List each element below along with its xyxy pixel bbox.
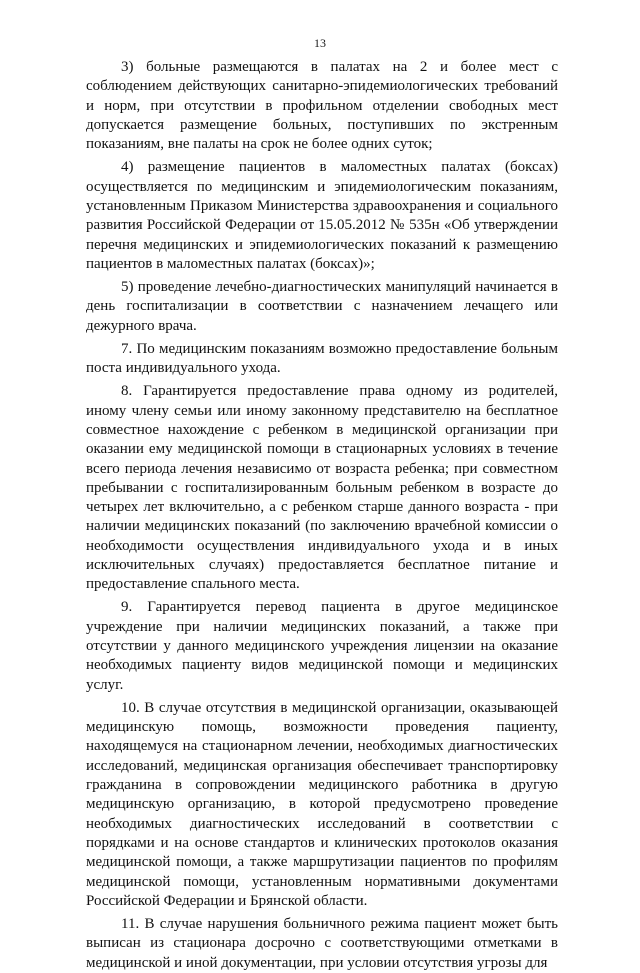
paragraph-subitem-3: 3) больные размещаются в палатах на 2 и более мест с соблюдением действующих санитарно-эпидемиологических требований и норм, при отсутствии в профильном отделении свободных мест допускается размещение больных, поступивших по экстренным показаниям, вне палаты на срок не более одних суток; bbox=[86, 59, 558, 153]
paragraph-subitem-4: 4) размещение пациентов в маломестных палатах (боксах) осуществляется по медицинским и эпидемиологическим показаниям, установленным Приказом Министерства здравоохранения и социального развития Российской Федерации от 15.05.2012 № 535н «Об утверждении перечня медицинских и эпидемиологических показаний к размещению пациентов в маломестных палатах (боксах)»; bbox=[86, 159, 558, 272]
paragraph-subitem-5: 5) проведение лечебно-диагностических манипуляций начинается в день госпитализации в соответствии с назначением лечащего или дежурного врача. bbox=[86, 279, 558, 334]
paragraph-item-11: 11. В случае нарушения больничного режима пациент может быть выписан из стационара досрочно с соответствующими отметками в медицинской и иной документации, при условии отсутствия угрозы для bbox=[86, 916, 558, 971]
paragraph-item-9: 9. Гарантируется перевод пациента в другое медицинское учреждение при наличии медицинских показаний, а также при отсутствии у данного медицинского учреждения лицензии на оказание необходимых пациенту видов медицинской помощи и медицинских услуг. bbox=[86, 599, 558, 693]
paragraph-item-10: 10. В случае отсутствия в медицинской организации, оказывающей медицинскую помощь, возможности проведения пациенту, находящемуся на стационарном лечении, необходимых диагностических исследований, медицинская организация обеспечивает транспортировку гражданина в сопровождении медицинского работника в другую медицинскую организацию, в которой предусмотрено проведение необходимых диагностических исследований в соответствии с порядками и на основе стандартов и клинических протоколов оказания медицинской помощи, а также маршрутизации пациентов по профилям медицинской помощи, установленным нормативными документами Российской Федерации и Брянской области. bbox=[86, 699, 558, 909]
document-body bbox=[86, 58, 558, 973]
paragraph-item-8: 8. Гарантируется предоставление права одному из родителей, иному члену семьи или иному законному представителю на бесплатное совместное нахождение с ребенком в медицинской организации при оказании ему медицинской помощи в стационарных условиях в течение всего периода лечения независимо от возраста ребенка; при совместном пребывании с госпитализированным больным ребенком в возрасте до четырех лет включительно, а с ребенком старше данного возраста - при наличии медицинских показаний (по заключению врачебной комиссии о необходимости осуществления индивидуального ухода и в иных исключительных случаях) предоставляется бесплатное питание и предоставление спального места. bbox=[86, 383, 558, 593]
paragraph-item-7: 7. По медицинским показаниям возможно предоставление больным поста индивидуального ухода. bbox=[86, 340, 558, 377]
page-number: 13 bbox=[314, 36, 326, 50]
